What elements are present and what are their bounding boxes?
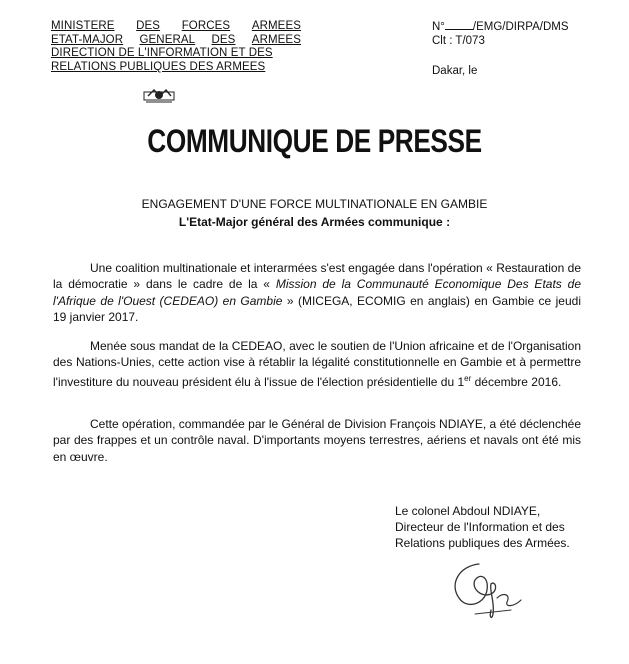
ministry-line-4 [51, 61, 301, 75]
emblem-icon [140, 84, 178, 106]
paragraph-text: Cette opération, commandée par le Général de Division François NDIAYE, a été déclenchée par des frappes et un contrôle naval. D'importants moyens terrestres, aériens et navals ont été mis en œuvre. [53, 417, 581, 464]
reference-number [432, 20, 569, 34]
ministry-word: ARMEES [251, 33, 301, 46]
ordinal-suffix: er [464, 373, 472, 383]
paragraph-2 [53, 338, 581, 390]
paragraph-text: Menée sous mandat de la CEDEAO, avec le soutien de l'Union africaine et de l'Organisation des Nations-Unies, cette action vise à rétablir la légalité constitutionnelle en Gambie et à permettre l'investiture du nouveau président élu à l'issue de l'élection présidentielle du 1 [53, 339, 581, 389]
reference-block [432, 20, 569, 48]
ministry-word: GENERAL [139, 33, 196, 46]
signatory-name: Le colonel Abdoul NDIAYE, [395, 504, 541, 518]
ministry-word: ARMEES [251, 20, 301, 32]
intro-line: L'Etat-Major général des Armées communique : [178, 215, 451, 229]
ministry-word: DES [211, 33, 236, 46]
handwritten-signature [445, 558, 535, 624]
subject-line: ENGAGEMENT D'UNE FORCE MULTINATIONALE EN GAMBIE [141, 197, 488, 211]
ministry-word: RELATIONS PUBLIQUES DES ARMEES [51, 60, 266, 73]
document-title: COMMUNIQUE DE PRESSE [147, 123, 482, 159]
mission-name: Mission de la Communauté Economique Des Etats de l'Afrique de l'Ouest (CEDEAO) en Gambie [53, 277, 581, 308]
ministry-line-2 [51, 34, 301, 48]
paragraph-3 [53, 416, 581, 465]
paragraph-text: » (MICEGA, ECOMIG en anglais) en Gambie ce jeudi 19 janvier 2017. [53, 293, 581, 325]
signatory-title: Relations publiques des Armées. [395, 536, 570, 550]
ref-clt: Clt : T/073 [432, 35, 485, 47]
paragraph-text: décembre 2016. [471, 374, 562, 389]
ref-blank [445, 20, 473, 30]
paragraph-text: Une coalition multinationale et interarmées s'est engagée dans l'opération « Restauration de la démocratie » dans le cadre de la « [53, 261, 581, 292]
place-date: Dakar, le [432, 65, 478, 77]
signatory-title: Directeur de l'Information et des [395, 520, 565, 534]
signatory-block [395, 503, 570, 551]
ministry-word: DIRECTION DE L'INFORMATION ET DES [51, 47, 273, 60]
ministry-word: ETAT-MAJOR [51, 33, 124, 46]
ministry-header [51, 20, 301, 74]
ministry-word: DES [136, 20, 161, 32]
paragraph-1 [53, 260, 581, 326]
ref-prefix: N° [432, 21, 445, 33]
ministry-line-1 [51, 20, 301, 34]
ref-suffix: /EMG/DIRPA/DMS [472, 21, 569, 33]
ministry-line-3 [51, 47, 301, 61]
ministry-word: MINISTERE [51, 20, 115, 32]
ministry-word: FORCES [181, 20, 231, 32]
